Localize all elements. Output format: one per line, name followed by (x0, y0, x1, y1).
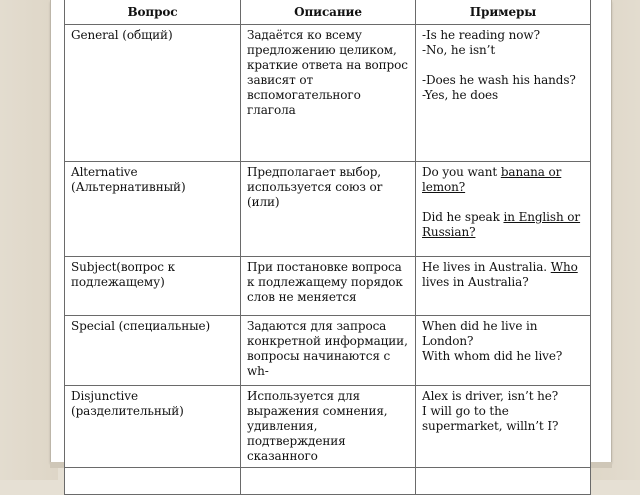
header-examples: Примеры (416, 0, 591, 25)
example-line: -Is he reading now? (422, 28, 540, 42)
examples-cell (416, 257, 591, 316)
empty-cell (65, 468, 241, 495)
spacer (422, 58, 584, 73)
examples-cell (416, 386, 591, 468)
example-line: -Does he wash his hands? (422, 73, 576, 87)
spacer (422, 195, 584, 210)
table-row (65, 386, 591, 468)
question-cell: General (общий) (65, 25, 241, 162)
description-cell: Предполагает выбор, используется союз or (или) (241, 162, 416, 257)
table-row (65, 257, 591, 316)
header-question: Вопрос (65, 0, 241, 25)
example-underlined-text: in English or Russian? (422, 210, 581, 239)
example-underlined-text: Who (550, 260, 578, 274)
question-types-table (64, 0, 591, 495)
example-line: -No, he isn’t (422, 43, 496, 57)
examples-cell (416, 25, 591, 162)
examples-cell (416, 162, 591, 257)
table-header-row (65, 0, 591, 25)
examples-cell (416, 316, 591, 386)
table-row-empty (65, 468, 591, 495)
table-row (65, 162, 591, 257)
example-underlined-text: banana or lemon? (422, 165, 562, 194)
question-cell: Subject(вопрос к подлежащему) (65, 257, 241, 316)
header-description: Описание (241, 0, 416, 25)
description-cell: При постановке вопроса к подлежащему порядок слов не меняется (241, 257, 416, 316)
question-cell: Disjunctive (разделительный) (65, 386, 241, 468)
example-line: With whom did he live? (422, 349, 563, 363)
description-cell: Задаются для запроса конкретной информации, вопросы начинаются с wh- (241, 316, 416, 386)
example-line: I will go to the supermarket, willn’t I? (422, 404, 559, 433)
empty-cell (416, 468, 591, 495)
table-row (65, 316, 591, 386)
example-text: Do you want (422, 165, 501, 179)
empty-cell (241, 468, 416, 495)
description-cell: Задаётся ко всему предложению целиком, краткие ответа на вопрос зависят от вспомогательного глагола (241, 25, 416, 162)
description-cell: Используется для выражения сомнения, удивления, подтверждения сказанного (241, 386, 416, 468)
example-line: -Yes, he does (422, 88, 499, 102)
example-text: lives in Australia? (422, 275, 529, 289)
example-text: Did he speak (422, 210, 504, 224)
example-line: Alex is driver, isn’t he? (422, 389, 559, 403)
question-cell: Special (специальные) (65, 316, 241, 386)
table-row (65, 25, 591, 162)
example-text: He lives in Australia. (422, 260, 551, 274)
example-line: When did he live in London? (422, 319, 538, 348)
question-cell: Alternative (Альтернативный) (65, 162, 241, 257)
